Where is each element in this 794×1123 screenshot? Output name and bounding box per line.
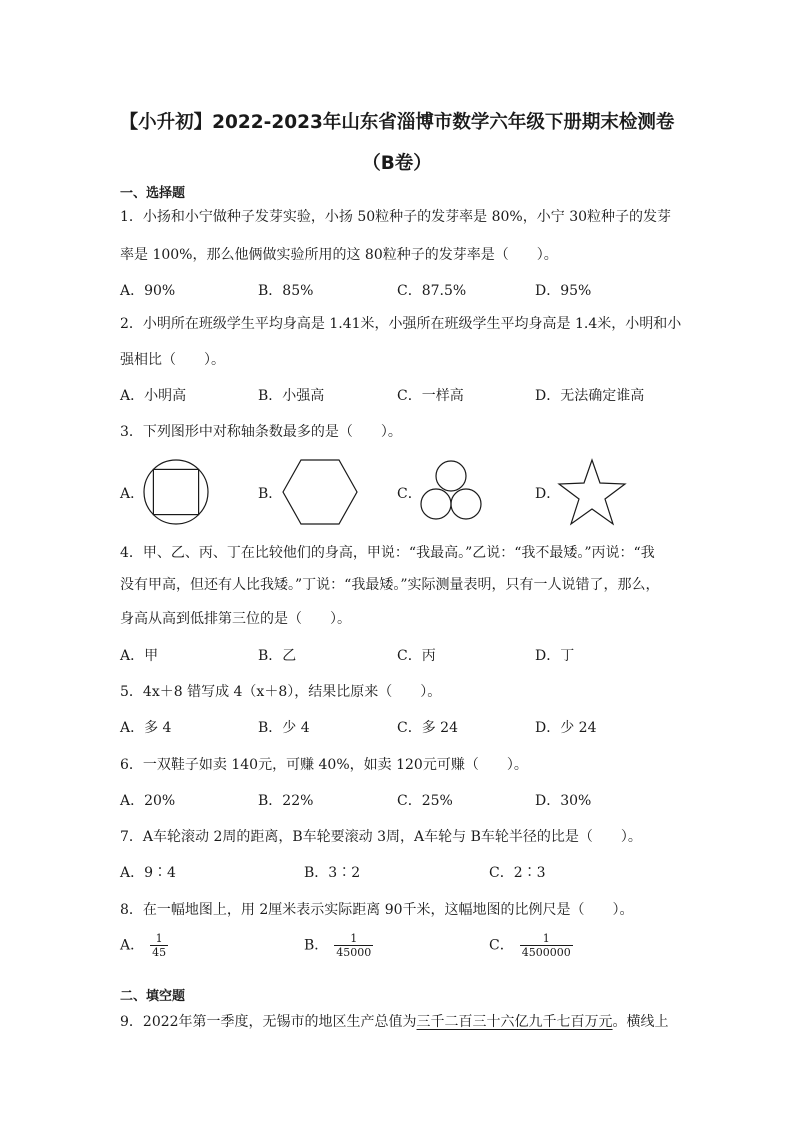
q8-option-a-label: A． [120,937,145,954]
q8-option-c-label: C． [489,937,514,954]
q4-option-a: A．甲 [120,648,159,664]
q1-option-c: C．87.5% [397,283,467,299]
q3-option-c: C． [397,486,422,502]
q8-option-c-numerator: 1 [542,932,550,945]
q8-option-b-fraction [334,932,373,959]
q1-option-d: D．95% [535,283,592,299]
circle-with-square-figure [141,458,211,526]
hexagon-figure [280,457,360,527]
q2-option-c: C．一样高 [397,388,464,404]
question-4-line-3: 身高从高到低排第三位的是（ ）。 [120,611,351,627]
three-circles-figure [416,459,486,523]
star-figure [556,457,628,527]
q9-underlined-value: 三千二百三十六亿九千七百万元 [416,1014,613,1030]
q7-option-c: C．2∶3 [489,865,546,881]
q4-option-c: C．丙 [397,648,436,664]
question-9-line-1 [120,1011,669,1031]
q2-option-b: B．小强高 [258,388,325,404]
q8-option-a-fraction [150,932,168,959]
question-2-line-2: 强相比（ ）。 [120,352,225,368]
question-4-line-2: 没有甲高，但还有人比我矮。”丁说：“我最矮。”实际测量表明，只有一人说错了，那么， [120,577,660,593]
q8-option-c-fraction [520,932,573,959]
q8-option-a-denominator: 45 [152,946,167,959]
exam-title: 【小升初】2022-2023年山东省淄博市数学六年级下册期末检测卷 [119,112,675,133]
q9-suffix: 。横线上 [612,1014,669,1030]
q8-option-a-numerator: 1 [155,932,163,945]
q7-option-a: A．9∶4 [120,865,176,881]
q6-option-b: B．22% [258,793,314,809]
question-2-line-1: 2．小明所在班级学生平均身高是 1.41米，小强所在班级学生平均身高是 1.4米，小明和小 [120,316,682,332]
q1-option-b: B．85% [258,283,314,299]
q9-prefix: 9．2022年第一季度，无锡市的地区生产总值为 [120,1014,417,1030]
section-heading-fill-in: 二、填空题 [120,989,186,1004]
q4-option-b: B．乙 [258,648,297,664]
q8-option-a [120,932,168,959]
q8-option-b-denominator: 45000 [336,946,372,959]
q2-option-a: A．小明高 [120,388,187,404]
q8-option-c-denominator: 4500000 [521,946,571,959]
q8-option-b-label: B． [304,937,329,954]
q8-option-c [489,932,573,959]
q5-option-d: D．少 24 [535,720,597,736]
q6-option-a: A．20% [120,793,176,809]
q2-option-d: D．无法确定谁高 [535,388,645,404]
q6-option-c: C．25% [397,793,453,809]
question-3-line-1: 3．下列图形中对称轴条数最多的是（ ）。 [120,424,402,440]
question-1-line-1: 1．小扬和小宁做种子发芽实验，小扬 50粒种子的发芽率是 80%，小宁 30粒种子的发芽 [120,209,672,225]
q5-option-a: A．多 4 [120,720,172,736]
q3-option-d: D． [535,486,561,502]
q8-option-b [304,932,373,959]
q5-option-b: B．少 4 [258,720,310,736]
question-8-line-1: 8．在一幅地图上，用 2厘米表示实际距离 90千米，这幅地图的比例尺是（ ）。 [120,902,634,918]
question-7-line-1: 7．A车轮滚动 2周的距离，B车轮要滚动 3周，A车轮与 B车轮半径的比是（ ）。 [120,829,642,845]
q6-option-d: D．30% [535,793,592,809]
q8-option-b-numerator: 1 [350,932,358,945]
question-5-line-1: 5．4x＋8 错写成 4（x＋8），结果比原来（ ）。 [120,684,442,700]
q4-option-d: D．丁 [535,648,575,664]
section-heading-choice: 一、选择题 [120,186,186,201]
q3-option-b: B． [258,486,283,502]
q1-option-a: A．90% [120,283,176,299]
exam-subtitle: （B卷） [362,153,432,174]
q5-option-c: C．多 24 [397,720,458,736]
question-6-line-1: 6．一双鞋子如卖 140元，可赚 40%，如卖 120元可赚（ ）。 [120,757,528,773]
question-4-line-1: 4．甲、乙、丙、丁在比较他们的身高，甲说：“我最高。”乙说：“我不最矮。”丙说：“我 [120,545,655,561]
q7-option-b: B．3∶2 [304,865,361,881]
question-1-line-2: 率是 100%，那么他俩做实验所用的这 80粒种子的发芽率是（ ）。 [120,247,558,263]
q3-option-a: A． [120,486,145,502]
